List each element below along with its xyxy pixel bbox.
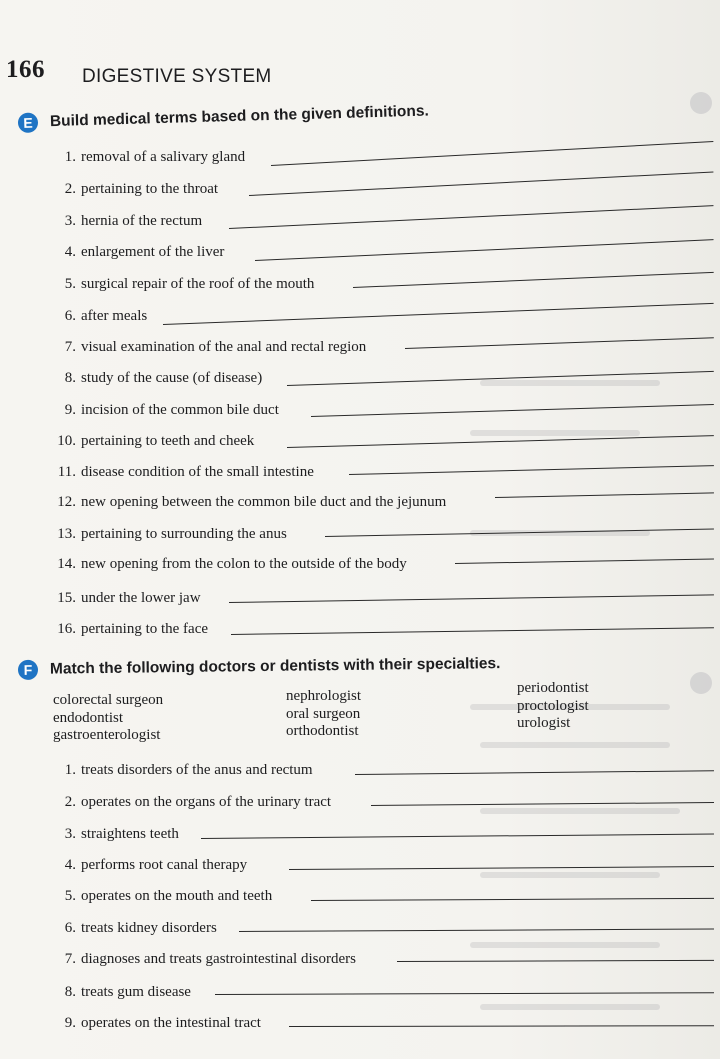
section-e-item: 5. surgical repair of the roof of the mouth [64, 276, 315, 292]
chapter-title: DIGESTIVE SYSTEM [82, 66, 272, 87]
answer-line[interactable] [311, 404, 714, 417]
answer-line[interactable] [271, 141, 713, 166]
section-f-item: 2. operates on the organs of the urinary tract [64, 794, 332, 810]
section-e-instruction: Build medical terms based on the given definitions. [49, 102, 430, 131]
section-f-item: 9. operates on the intestinal tract [64, 1015, 261, 1031]
answer-line[interactable] [229, 594, 714, 603]
answer-line[interactable] [201, 834, 714, 839]
section-f-item: 5. operates on the mouth and teeth [64, 888, 273, 904]
word-bank-term: nephrologist [286, 688, 361, 704]
answer-line[interactable] [289, 1025, 714, 1027]
section-e-item: 12. new opening between the common bile duct and the jejunum [57, 494, 447, 510]
section-e-item: 13. pertaining to surrounding the anus [57, 526, 287, 542]
answer-line[interactable] [397, 960, 714, 962]
page-number: 166 [6, 56, 45, 83]
section-e-item: 14. new opening from the colon to the outside of the body [57, 556, 407, 572]
answer-line[interactable] [255, 239, 714, 261]
answer-line[interactable] [495, 492, 714, 498]
answer-line[interactable] [353, 272, 714, 288]
word-bank-term: oral surgeon [286, 705, 361, 722]
section-e-item: 8. study of the cause (of disease) [64, 370, 263, 386]
answer-line[interactable] [163, 303, 714, 325]
section-e-item: 4. enlargement of the liver [64, 244, 225, 260]
section-e-item: 6. after meals [64, 308, 148, 324]
bleed-through-mark [690, 92, 712, 114]
bleed-through-mark [470, 942, 660, 948]
answer-line[interactable] [229, 205, 714, 229]
answer-line[interactable] [405, 337, 714, 349]
answer-line[interactable] [371, 802, 714, 806]
section-e-item: 7. visual examination of the anal and rectal region [64, 339, 367, 355]
answer-line[interactable] [455, 558, 714, 564]
word-bank-col-1 [53, 692, 163, 745]
bleed-through-mark [480, 872, 660, 878]
section-e-item: 16. pertaining to the face [57, 621, 209, 637]
section-f-item: 6. treats kidney disorders [64, 920, 217, 936]
bleed-through-mark [480, 742, 670, 748]
word-bank-term: colorectal surgeon [53, 692, 164, 708]
answer-line[interactable] [287, 435, 714, 448]
bleed-through-mark [690, 672, 712, 694]
answer-line[interactable] [289, 866, 714, 870]
section-e-item: 15. under the lower jaw [57, 590, 201, 606]
section-e-item: 2. pertaining to the throat [64, 181, 219, 197]
section-e-item: 1. removal of a salivary gland [64, 149, 246, 165]
section-f-item: 4. performs root canal therapy [64, 857, 248, 873]
section-f-item: 8. treats gum disease [64, 984, 191, 1000]
answer-line[interactable] [355, 770, 714, 775]
section-e-item: 9. incision of the common bile duct [64, 402, 279, 418]
bleed-through-mark [480, 380, 660, 386]
section-f-header [18, 654, 501, 680]
answer-line[interactable] [215, 992, 714, 995]
bleed-through-mark [470, 430, 640, 436]
section-f-item: 7. diagnoses and treats gastrointestinal disorders [64, 951, 356, 967]
section-f-item: 1. treats disorders of the anus and rectum [64, 762, 313, 778]
answer-line[interactable] [239, 929, 714, 932]
answer-line[interactable] [249, 171, 713, 196]
section-e-item: 11. disease condition of the small intestine [57, 464, 314, 480]
word-bank-term: endodontist [53, 709, 123, 726]
section-e-item: 3. hernia of the rectum [64, 213, 203, 229]
word-bank-col-3 [517, 680, 589, 733]
bleed-through-mark [480, 808, 680, 814]
word-bank-col-2 [286, 688, 361, 741]
section-f-badge: F [18, 660, 38, 680]
section-e-item: 10. pertaining to teeth and cheek [57, 433, 255, 449]
word-bank-term: orthodontist [286, 723, 359, 739]
section-f-item: 3. straightens teeth [64, 826, 179, 842]
word-bank-term: gastroenterologist [53, 727, 161, 743]
section-f-instruction: Match the following doctors or dentists with their specialties. [49, 655, 501, 678]
word-bank-term: proctologist [517, 697, 589, 714]
word-bank-term: periodontist [517, 680, 589, 696]
bleed-through-mark [480, 1004, 660, 1010]
section-e-header [18, 102, 429, 133]
answer-line[interactable] [349, 465, 714, 475]
word-bank-term: urologist [517, 715, 571, 731]
section-e-badge: E [18, 112, 39, 133]
answer-line[interactable] [311, 898, 714, 901]
answer-line[interactable] [231, 627, 714, 635]
